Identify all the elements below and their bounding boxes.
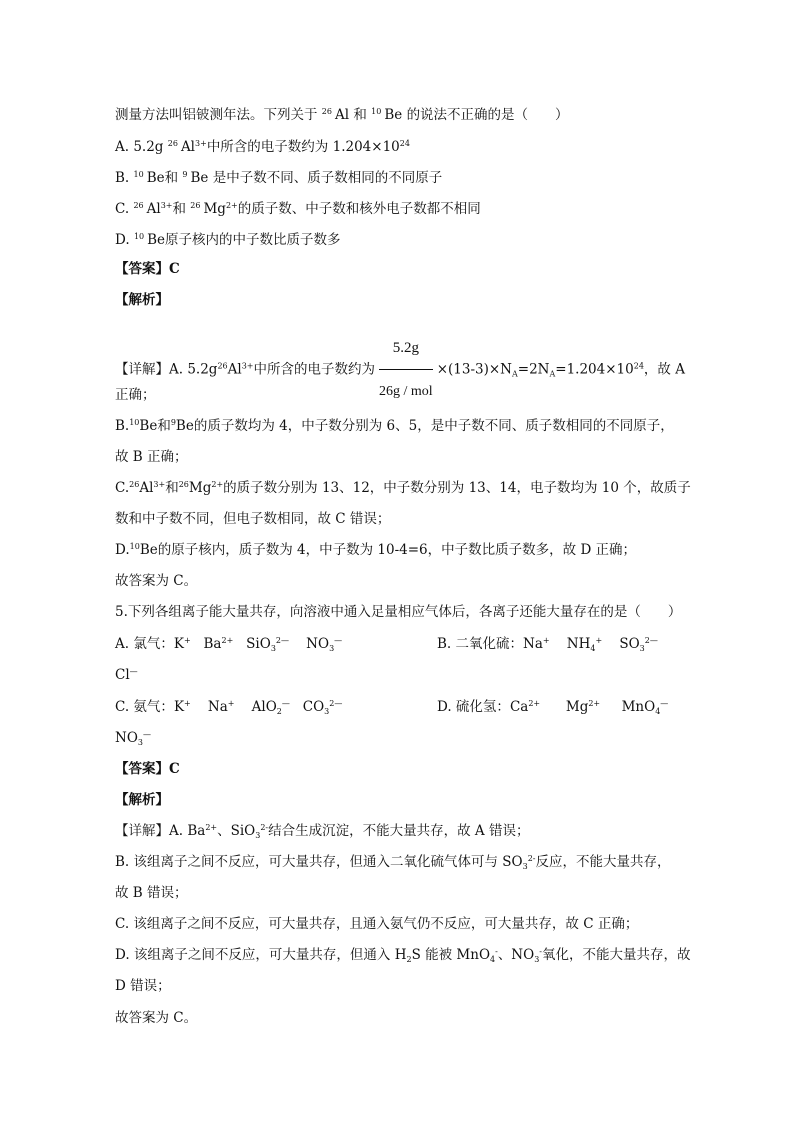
q4-detail-a: 【详解】A. $5.2g^{26}Al^{3+}$中所含的电子数约为 $\frac{5.2g}{\text{26g / mol}}$ $\times(13-3)\times N_A=2N_A=1.204\times 10^{24}$，故 A — [115, 328, 685, 412]
q5-detail-d-cont: D 错误； — [115, 978, 171, 994]
q5-option-d: D. 硫化氢：$Ca^{2+}$ $Mg^{2+}$ MnO$_4$— — [437, 699, 669, 716]
q5-detail-b-cont: 故 B 错误； — [115, 885, 188, 901]
q4-detail-b: B.$^{10}$Be和$^9$Be的质子数均为 4，中子数分别为 6、5，是中子数不同、质子数相同的不同原子， — [115, 418, 674, 434]
fraction: $\frac{5.2g}{\text{26g / mol}}$ — [379, 328, 433, 412]
q5-option-c: C. 氨气：K+ Na+ AlO$_2$— $CO_3^{2—}$ — [115, 699, 343, 716]
q4-detail-a-cont: 正确； — [115, 387, 156, 403]
q4-option-d: D. $^{10}$ Be原子核内的中子数比质子数多 — [115, 232, 341, 248]
q4-detail-b-cont: 故 B 正确； — [115, 449, 188, 465]
q4-option-a: A. 5.2g $^{26}$ $Al^{3+}$中所含的电子数约为 $1.204\times 10^{24}$ — [115, 139, 410, 155]
q5-answer: 【答案】C — [115, 761, 180, 777]
q4-detail-c-cont: 数和中子数不同，但电子数相同，故 C 错误； — [115, 511, 391, 527]
q5-detail-d: D. 该组离子之间不反应，可大量共存，但通入 $H_2S$ 能被 MnO$_4$-、$NO_3^-$氧化，不能大量共存，故 — [115, 947, 691, 964]
q5-conclusion: 故答案为 C。 — [115, 1010, 198, 1026]
q4-conclusion: 故答案为 C。 — [115, 573, 198, 589]
q5-detail-a: 【详解】A. $Ba^{2+}$、SiO$_3^{2-}$结合生成沉淀，不能大量共存，故 A 错误； — [115, 823, 530, 840]
q4-stem: 测量方法叫铝铍测年法。下列关于 $^{26}$ Al 和 $^{10}$ Be 的说法不正确的是（ ） — [115, 107, 569, 123]
q4-answer: 【答案】C — [115, 261, 180, 277]
q5-option-d-cont: $NO_3^—$ — [115, 730, 151, 747]
q4-option-b: B. $^{10}$ Be和 $^9$ Be 是中子数不同、质子数相同的不同原子 — [115, 170, 443, 186]
q5-option-b-cont: Cl— — [115, 667, 138, 683]
q5-stem: 5.下列各组离子能大量共存，向溶液中通入足量相应气体后，各离子还能大量存在的是（ ） — [115, 604, 682, 620]
q4-analysis-label: 【解析】 — [115, 292, 169, 308]
q5-option-a: A. 氯气：K+ $Ba^{2+}$ SiO$_3^{2—}$ $NO_3^—$ — [115, 636, 343, 653]
q5-option-b: B. 二氧化硫：Na+ $NH_4^+$ $SO_3^{2—}$ — [437, 636, 658, 653]
q4-detail-c: $C.^{26}Al^{3+}$和$^{26}Mg^{2+}$的质子数分别为 13、12，中子数分别为 13、14，电子数均为 10 个，故质子 — [115, 480, 691, 496]
q5-detail-c: C. 该组离子之间不反应，可大量共存，且通入氨气仍不反应，可大量共存，故 C 正确； — [115, 916, 639, 932]
q5-detail-b: B. 该组离子之间不反应，可大量共存，但通入二氧化硫气体可与 $SO_3^{2-}$反应，不能大量共存， — [115, 854, 671, 871]
q5-analysis-label: 【解析】 — [115, 792, 169, 808]
q4-detail-d: D.$^{10}$Be的原子核内，质子数为 4，中子数为 10-4=6，中子数比质子数多，故 D 正确； — [115, 542, 637, 558]
q4-option-c: C. $^{26}$ $Al^{3+}$和 $^{26}$ $Mg^{2+}$的质子数、中子数和核外电子数都不相同 — [115, 201, 481, 217]
